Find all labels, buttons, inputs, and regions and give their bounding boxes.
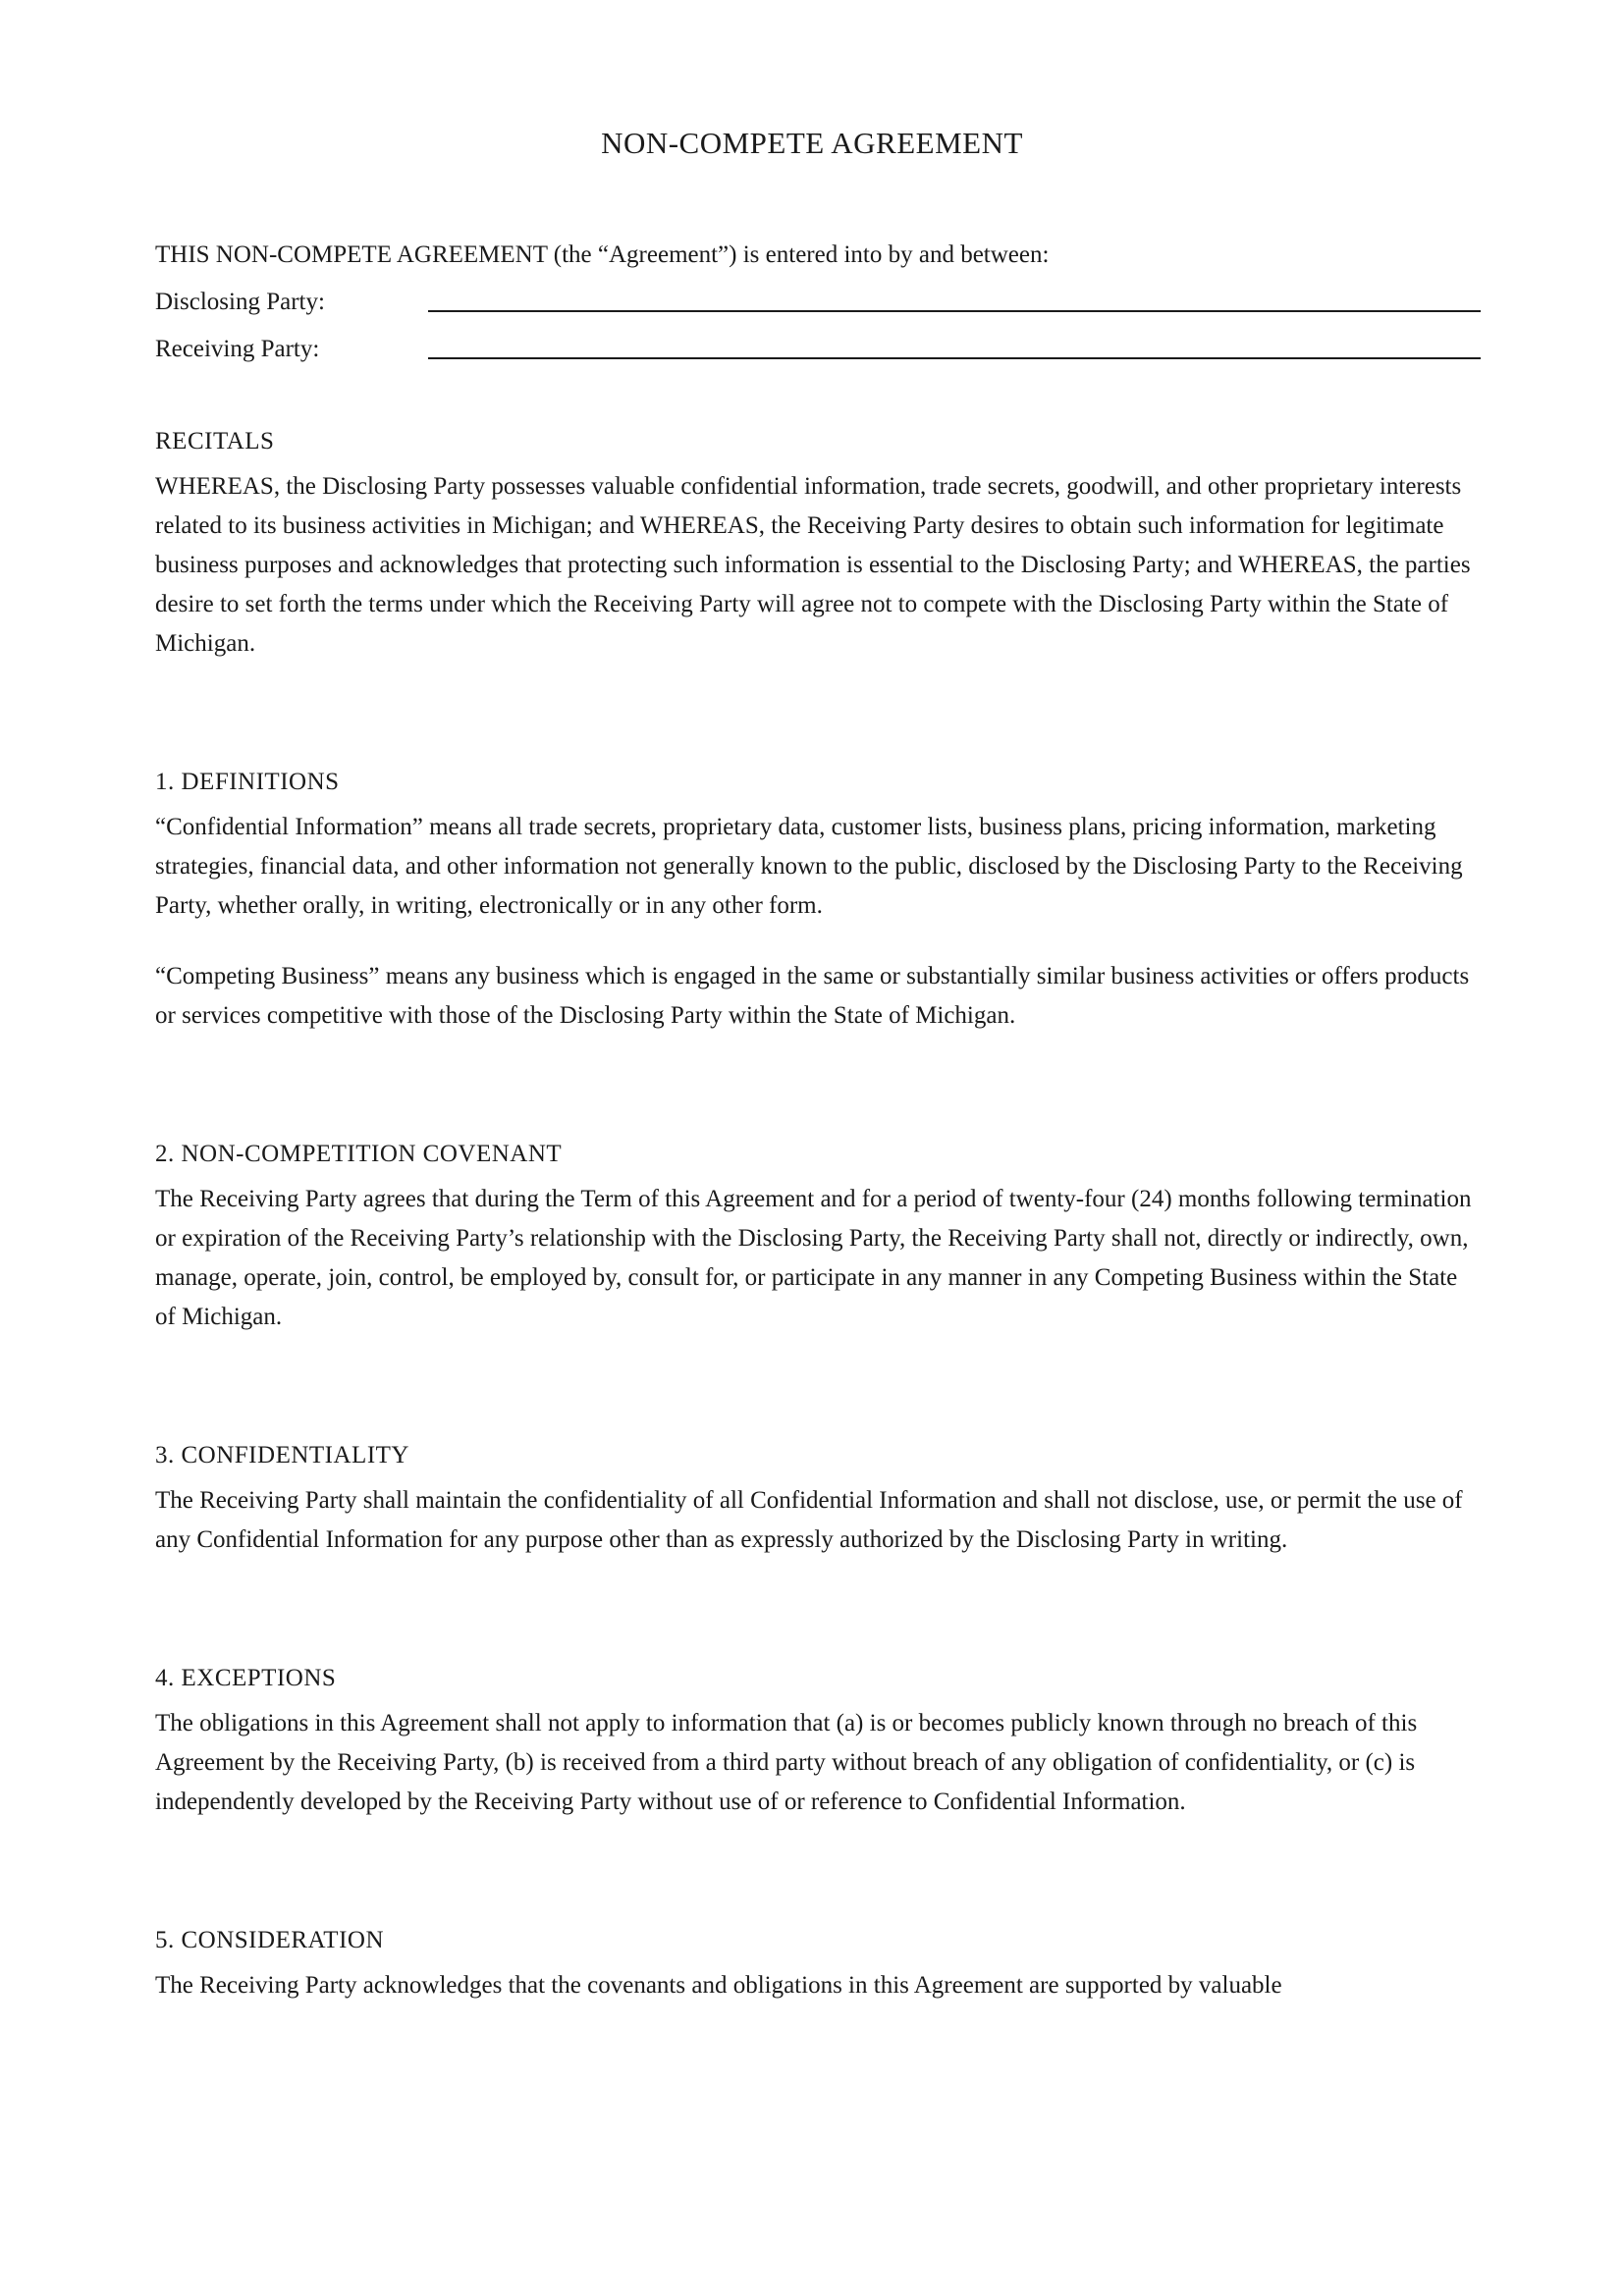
section-confidentiality (155, 1436, 1481, 1560)
document-title: NON-COMPETE AGREEMENT (601, 126, 1023, 160)
section-heading: 3. CONFIDENTIALITY (155, 1442, 409, 1468)
section-heading: 5. CONSIDERATION (155, 1927, 384, 1953)
receiving-party-blank-line[interactable] (428, 322, 1481, 359)
disclosing-party-label: Disclosing Party: (155, 289, 325, 315)
section-paragraph: The Receiving Party acknowledges that the covenants and obligations in this Agreement are supported by valuable (155, 1972, 1282, 1999)
section-paragraph: The Receiving Party agrees that during the Term of this Agreement and for a period of twenty-four (24) months following termination or expiration of the Receiving Party’s relationship with the Disclosing Party, the Receiving Party shall not, directly or indirectly, own, manage, operate, join, control, be employed by, consult for, or participate in any manner in any Competing Business within the State of Michigan. (155, 1186, 1472, 1330)
section-heading: 1. DEFINITIONS (155, 769, 340, 795)
section-paragraph: The obligations in this Agreement shall not apply to information that (a) is or becomes publicly known through no breach of this Agreement by the Receiving Party, (b) is received from a third party without breach of any obligation of confidentiality, or (c) is independently developed by the Receiving Party without use of or reference to Confidential Information. (155, 1710, 1418, 1815)
disclosing-party-blank-line[interactable] (428, 275, 1481, 312)
section-consideration (155, 1921, 1481, 2005)
section-paragraph: The Receiving Party shall maintain the confidentiality of all Confidential Information and shall not disclose, use, or permit the use of any Confidential Information for any purpose other than as expressly authorized by the Disclosing Party in writing. (155, 1487, 1463, 1553)
section-paragraph: “Competing Business” means any business which is engaged in the same or substantially similar business activities or offers products or services competitive with those of the Disclosing Party within the State of Michigan. (155, 963, 1470, 1029)
section-non-competition-covenant (155, 1135, 1481, 1337)
section-heading: 4. EXCEPTIONS (155, 1665, 337, 1691)
receiving-party-label: Receiving Party: (155, 336, 320, 362)
disclosing-party-row (155, 275, 1481, 322)
section-exceptions (155, 1659, 1481, 1822)
intro-paragraph: THIS NON-COMPETE AGREEMENT (the “Agreement”) is entered into by and between: (155, 241, 1050, 268)
section-recitals (155, 422, 1481, 664)
receiving-party-row (155, 322, 1481, 369)
section-definitions (155, 763, 1481, 1036)
document-body (155, 236, 1481, 2005)
section-paragraph: WHEREAS, the Disclosing Party possesses valuable confidential information, trade secrets, goodwill, and other proprietary interests related to its business activities in Michigan; and WHEREAS, the Receiving Party desires to obtain such information for legitimate business purposes and acknowledges that protecting such information is essential to the Disclosing Party; and WHEREAS, the parties desire to set forth the terms under which the Receiving Party will agree not to compete with the Disclosing Party within the State of Michigan. (155, 473, 1471, 657)
section-heading: RECITALS (155, 428, 275, 454)
section-heading: 2. NON-COMPETITION COVENANT (155, 1141, 563, 1167)
section-paragraph: “Confidential Information” means all trade secrets, proprietary data, customer lists, business plans, pricing information, marketing strategies, financial data, and other information not generally known to the public, disclosed by the Disclosing Party to the Receiving Party, whether orally, in writing, electronically or in any other form. (155, 814, 1463, 919)
